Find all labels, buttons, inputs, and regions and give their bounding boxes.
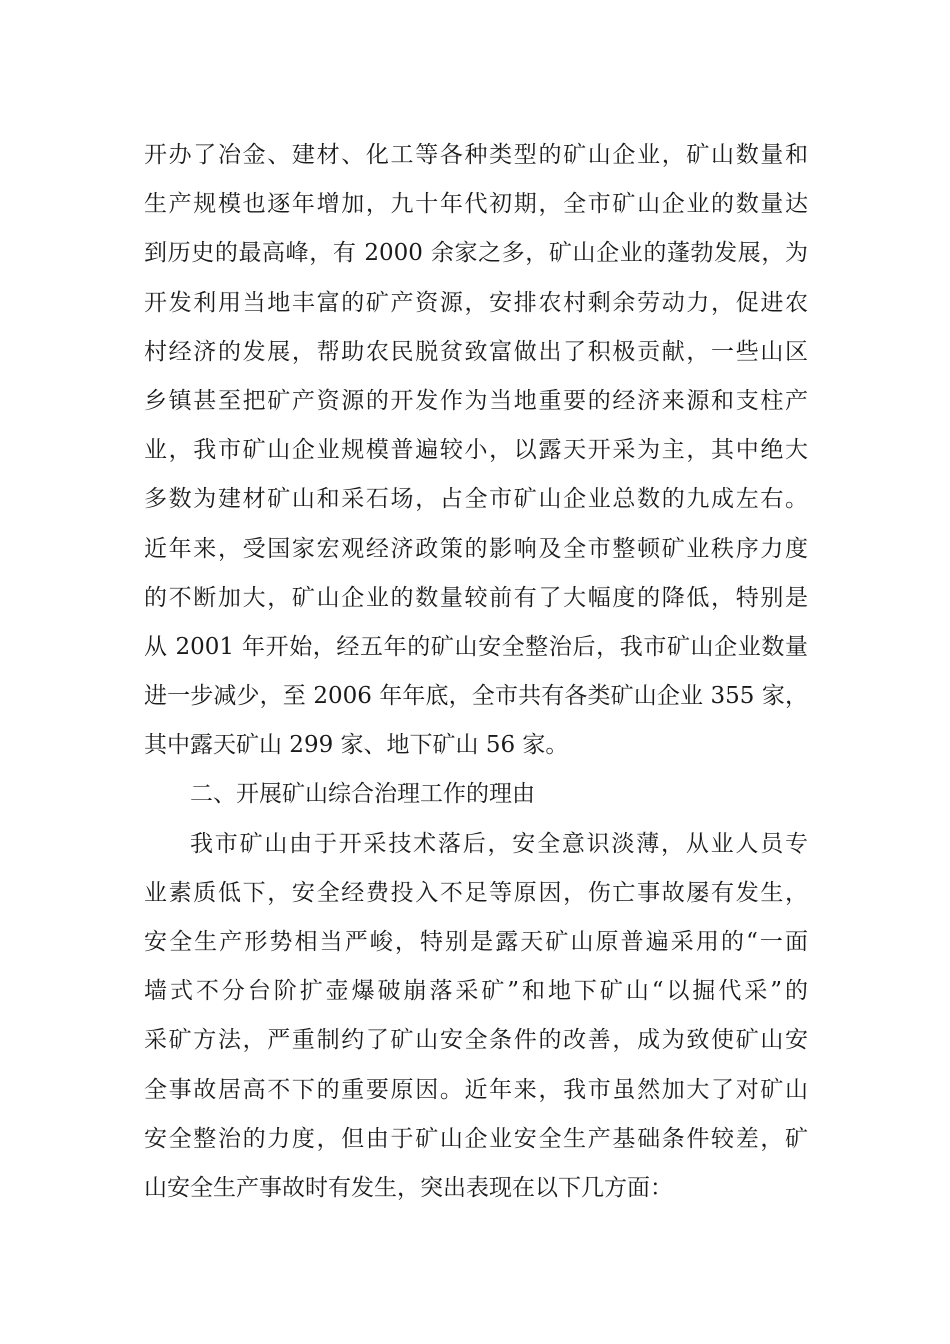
paragraph-line: 从 2001 年开始，经五年的矿山安全整治后，我市矿山企业数量 [144,633,808,660]
paragraph-line: 其中露天矿山 299 家、地下矿山 56 家。 [144,732,569,759]
paragraph-line: 开办了冶金、建材、化工等各种类型的矿山企业，矿山数量和 [144,142,808,168]
paragraph-line: 我市矿山由于开采技术落后，安全意识淡薄，从业人员专 [190,830,808,857]
paragraph-line: 业素质低下，安全经费投入不足等原因，伤亡事故屡有发生， [144,879,808,906]
paragraph-line: 近年来，受国家宏观经济政策的影响及全市整顿矿业秩序力度 [144,535,808,562]
paragraph-line: 的不断加大，矿山企业的数量较前有了大幅度的降低，特别是 [144,584,808,611]
paragraph-line: 全事故居高不下的重要原因。近年来，我市虽然加大了对矿山 [144,1076,808,1103]
paragraph-line: 安全整治的力度，但由于矿山企业安全生产基础条件较差，矿 [144,1125,808,1152]
paragraph-line: 业，我市矿山企业规模普遍较小，以露天开采为主，其中绝大 [144,437,808,464]
paragraph-line: 山安全生产事故时有发生，突出表现在以下几方面： [144,1174,673,1201]
paragraph-line: 采矿方法，严重制约了矿山安全条件的改善，成为致使矿山安 [144,1027,808,1054]
paragraph-line: 安全生产形势相当严峻，特别是露天矿山原普遍采用的“一面 [144,929,808,955]
section-heading: 二、开展矿山综合治理工作的理由 [190,781,535,808]
paragraph-line: 进一步减少，至 2006 年年底，全市共有各类矿山企业 355 家， [144,683,808,710]
paragraph-line: 开发利用当地丰富的矿产资源，安排农村剩余劳动力，促进农 [144,289,808,316]
paragraph-line: 到历史的最高峰，有 2000 余家之多，矿山企业的蓬勃发展，为 [144,240,808,267]
paragraph-line: 村经济的发展，帮助农民脱贫致富做出了积极贡献，一些山区 [144,338,808,365]
paragraph-line: 多数为建材矿山和采石场，占全市矿山企业总数的九成左右。 [144,486,808,513]
paragraph-line: 墙式不分台阶扩壶爆破崩落采矿”和地下矿山“以掘代采”的 [144,978,808,1005]
document-body [144,131,808,1213]
paragraph-line: 生产规模也逐年增加，九十年代初期，全市矿山企业的数量达 [144,191,808,218]
paragraph-line: 乡镇甚至把矿产资源的开发作为当地重要的经济来源和支柱产 [144,387,808,414]
